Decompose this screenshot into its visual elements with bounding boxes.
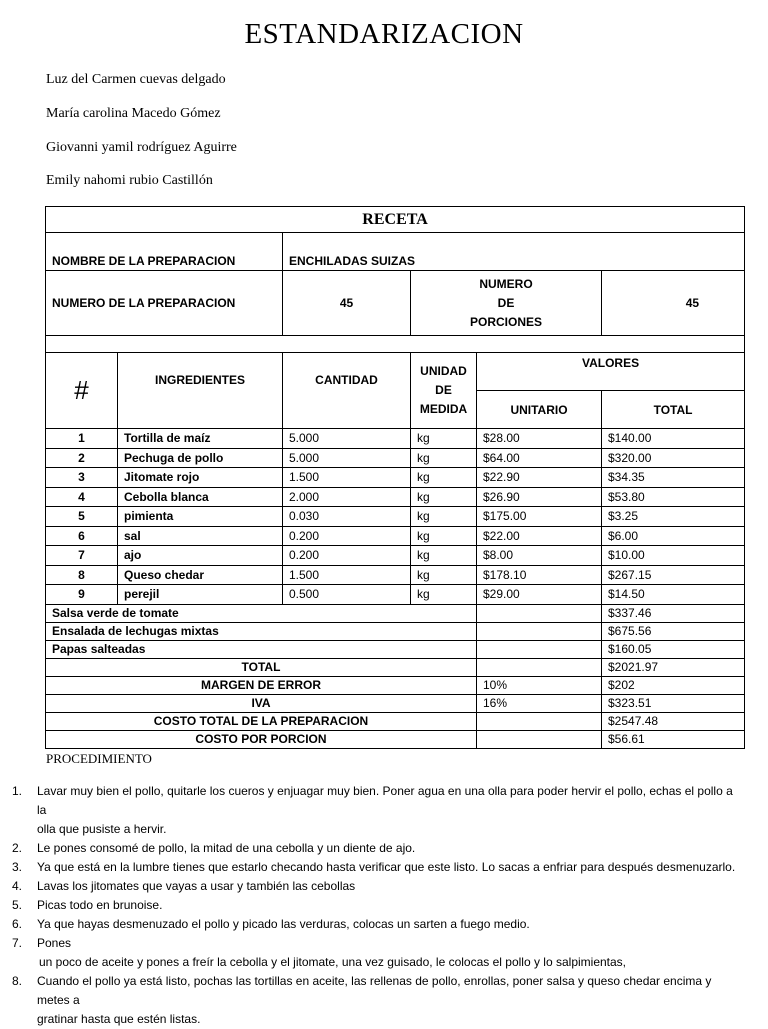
step-number: 1. xyxy=(12,784,23,798)
summary-value: $202 xyxy=(602,676,745,694)
ingredient-total: $14.50 xyxy=(602,585,745,605)
ingredient-name: Queso chedar xyxy=(118,565,283,585)
summary-percent xyxy=(477,730,602,748)
step-number: 3. xyxy=(12,860,23,874)
author-name: Emily nahomi rubio Castillón xyxy=(46,173,213,188)
summary-row xyxy=(46,676,745,694)
summary-value: $2547.48 xyxy=(602,712,745,730)
ingredient-name: Jitomate rojo xyxy=(118,468,283,488)
procedure-step xyxy=(12,839,737,858)
row-number: 5 xyxy=(46,507,118,527)
ingredient-quantity: 1.500 xyxy=(283,565,411,585)
procedure-step xyxy=(12,972,737,1029)
ingredient-unit: kg xyxy=(411,429,477,449)
ingredient-unit-price: $175.00 xyxy=(477,507,602,527)
ingredient-unit-price: $28.00 xyxy=(477,429,602,449)
ingredient-row xyxy=(46,429,745,449)
step-text: gratinar hasta que estén listas. xyxy=(37,1012,201,1026)
ingredient-total: $320.00 xyxy=(602,448,745,468)
summary-row xyxy=(46,694,745,712)
quantity-column-header: CANTIDAD xyxy=(283,353,411,429)
sub-recipe-total: $675.56 xyxy=(602,622,745,640)
row-number: 7 xyxy=(46,546,118,566)
sub-recipe-label: Salsa verde de tomate xyxy=(46,604,477,622)
ingredient-name: Tortilla de maíz xyxy=(118,429,283,449)
step-text: Lavas los jitomates que vayas a usar y también las cebollas xyxy=(37,879,356,893)
sub-recipe-row xyxy=(46,604,745,622)
ingredient-name: Cebolla blanca xyxy=(118,487,283,507)
ingredient-total: $10.00 xyxy=(602,546,745,566)
sub-recipe-label: Papas salteadas xyxy=(46,640,477,658)
summary-label: IVA xyxy=(46,694,477,712)
unit-price-column-header: UNITARIO xyxy=(477,391,602,429)
summary-value: $56.61 xyxy=(602,730,745,748)
ingredient-unit: kg xyxy=(411,487,477,507)
ingredient-quantity: 2.000 xyxy=(283,487,411,507)
ingredient-unit-price: $22.00 xyxy=(477,526,602,546)
procedure-step xyxy=(12,915,737,934)
author-name: Giovanni yamil rodríguez Aguirre xyxy=(46,140,237,155)
ingredient-quantity: 0.500 xyxy=(283,585,411,605)
step-text: Ya que hayas desmenuzado el pollo y picado las verduras, colocas un sarten a fuego medio. xyxy=(37,917,530,931)
step-number: 7. xyxy=(12,936,23,950)
ingredient-quantity: 0.030 xyxy=(283,507,411,527)
summary-percent xyxy=(477,658,602,676)
ingredient-unit-price: $178.10 xyxy=(477,565,602,585)
summary-percent xyxy=(477,712,602,730)
empty-cell xyxy=(477,622,602,640)
row-number: 2 xyxy=(46,448,118,468)
ingredient-total: $34.35 xyxy=(602,468,745,488)
ingredient-row xyxy=(46,565,745,585)
step-text: olla que pusiste a hervir. xyxy=(37,822,167,836)
summary-row xyxy=(46,658,745,676)
values-column-header: VALORES xyxy=(477,353,745,391)
number-column-header: # xyxy=(46,353,118,429)
ingredient-row xyxy=(46,507,745,527)
ingredient-name: sal xyxy=(118,526,283,546)
unit-header-line: MEDIDA xyxy=(419,402,468,416)
procedure-step xyxy=(12,858,737,877)
empty-cell xyxy=(477,604,602,622)
unit-header-line: DE xyxy=(435,383,452,397)
ingredients-column-header: INGREDIENTES xyxy=(118,353,283,429)
document-title: ESTANDARIZACION xyxy=(244,18,524,50)
row-number: 9 xyxy=(46,585,118,605)
ingredient-total: $3.25 xyxy=(602,507,745,527)
ingredient-quantity: 5.000 xyxy=(283,448,411,468)
row-number: 8 xyxy=(46,565,118,585)
ingredient-unit: kg xyxy=(411,546,477,566)
ingredient-unit-price: $22.90 xyxy=(477,468,602,488)
prep-number-label: NUMERO DE LA PREPARACION xyxy=(46,271,283,336)
step-text: Cuando el pollo ya está listo, pochas las tortillas en aceite, las rellenas de pollo, enrollas, poner salsa y queso chedar encima y metes a xyxy=(37,974,712,1007)
summary-value: $2021.97 xyxy=(602,658,745,676)
ingredient-quantity: 5.000 xyxy=(283,429,411,449)
ingredient-unit: kg xyxy=(411,526,477,546)
ingredient-name: Pechuga de pollo xyxy=(118,448,283,468)
ingredient-row xyxy=(46,546,745,566)
summary-percent: 16% xyxy=(477,694,602,712)
step-number: 8. xyxy=(12,974,23,988)
step-text: Le pones consomé de pollo, la mitad de una cebolla y un diente de ajo. xyxy=(37,841,416,855)
ingredient-row xyxy=(46,585,745,605)
row-number: 6 xyxy=(46,526,118,546)
procedure-step xyxy=(12,782,737,839)
prep-number-value: 45 xyxy=(283,271,411,336)
ingredient-unit: kg xyxy=(411,468,477,488)
procedure-step xyxy=(12,896,737,915)
portions-label-line: NUMERO xyxy=(479,276,533,291)
step-text: Lavar muy bien el pollo, quitarle los cueros y enjuagar muy bien. Poner agua en una olla para poder hervir el pollo, echas el pollo a la xyxy=(37,784,733,817)
prep-name-label: NOMBRE DE LA PREPARACION xyxy=(46,233,283,271)
ingredient-unit-price: $8.00 xyxy=(477,546,602,566)
row-number: 3 xyxy=(46,468,118,488)
spacer-row xyxy=(46,336,745,353)
procedure-step xyxy=(12,877,737,896)
author-name: Luz del Carmen cuevas delgado xyxy=(46,72,226,87)
unit-column-header xyxy=(411,353,477,429)
ingredient-total: $53.80 xyxy=(602,487,745,507)
ingredient-row xyxy=(46,468,745,488)
ingredient-unit-price: $26.90 xyxy=(477,487,602,507)
empty-cell xyxy=(477,640,602,658)
prep-name-value: ENCHILADAS SUIZAS xyxy=(283,233,745,271)
ingredient-name: perejil xyxy=(118,585,283,605)
portions-label-line: PORCIONES xyxy=(469,314,542,329)
sub-recipe-row xyxy=(46,622,745,640)
unit-header-line: UNIDAD xyxy=(420,364,467,378)
total-column-header: TOTAL xyxy=(602,391,745,429)
ingredient-total: $6.00 xyxy=(602,526,745,546)
procedure-steps xyxy=(12,782,737,1029)
summary-row xyxy=(46,712,745,730)
procedure-heading: PROCEDIMIENTO xyxy=(46,751,152,766)
ingredient-quantity: 0.200 xyxy=(283,526,411,546)
ingredient-unit: kg xyxy=(411,507,477,527)
portions-value: 45 xyxy=(602,271,745,336)
ingredient-name: ajo xyxy=(118,546,283,566)
sub-recipe-total: $160.05 xyxy=(602,640,745,658)
summary-row xyxy=(46,730,745,748)
summary-label: COSTO POR PORCION xyxy=(46,730,477,748)
step-number: 5. xyxy=(12,898,23,912)
ingredient-quantity: 1.500 xyxy=(283,468,411,488)
recipe-heading: RECETA xyxy=(46,207,745,233)
step-text: Ya que está en la lumbre tienes que estarlo checando hasta verificar que este listo. Lo sacas a enfriar para después desmenuzarlo. xyxy=(37,860,736,874)
step-number: 6. xyxy=(12,917,23,931)
summary-label: COSTO TOTAL DE LA PREPARACION xyxy=(46,712,477,730)
author-name: María carolina Macedo Gómez xyxy=(46,106,221,121)
ingredient-row xyxy=(46,448,745,468)
ingredient-total: $267.15 xyxy=(602,565,745,585)
sub-recipe-label: Ensalada de lechugas mixtas xyxy=(46,622,477,640)
ingredient-unit-price: $64.00 xyxy=(477,448,602,468)
ingredient-quantity: 0.200 xyxy=(283,546,411,566)
step-text: Picas todo en brunoise. xyxy=(37,898,163,912)
sub-recipe-total: $337.46 xyxy=(602,604,745,622)
sub-recipe-row xyxy=(46,640,745,658)
ingredient-unit: kg xyxy=(411,448,477,468)
procedure-step xyxy=(12,934,737,972)
ingredient-unit: kg xyxy=(411,565,477,585)
summary-label: TOTAL xyxy=(46,658,477,676)
ingredient-row xyxy=(46,487,745,507)
row-number: 1 xyxy=(46,429,118,449)
step-text: un poco de aceite y pones a freír la cebolla y el jitomate, una vez guisado, le colocas el pollo y lo salpimientas, xyxy=(39,955,627,969)
summary-percent: 10% xyxy=(477,676,602,694)
step-number: 4. xyxy=(12,879,23,893)
portions-label-line: DE xyxy=(497,295,515,310)
ingredient-total: $140.00 xyxy=(602,429,745,449)
recipe-table xyxy=(45,206,745,749)
summary-label: MARGEN DE ERROR xyxy=(46,676,477,694)
ingredient-row xyxy=(46,526,745,546)
ingredient-unit-price: $29.00 xyxy=(477,585,602,605)
step-number: 2. xyxy=(12,841,23,855)
ingredient-unit: kg xyxy=(411,585,477,605)
step-text: Pones xyxy=(37,936,72,950)
ingredient-name: pimienta xyxy=(118,507,283,527)
row-number: 4 xyxy=(46,487,118,507)
portions-label xyxy=(411,271,602,336)
summary-value: $323.51 xyxy=(602,694,745,712)
